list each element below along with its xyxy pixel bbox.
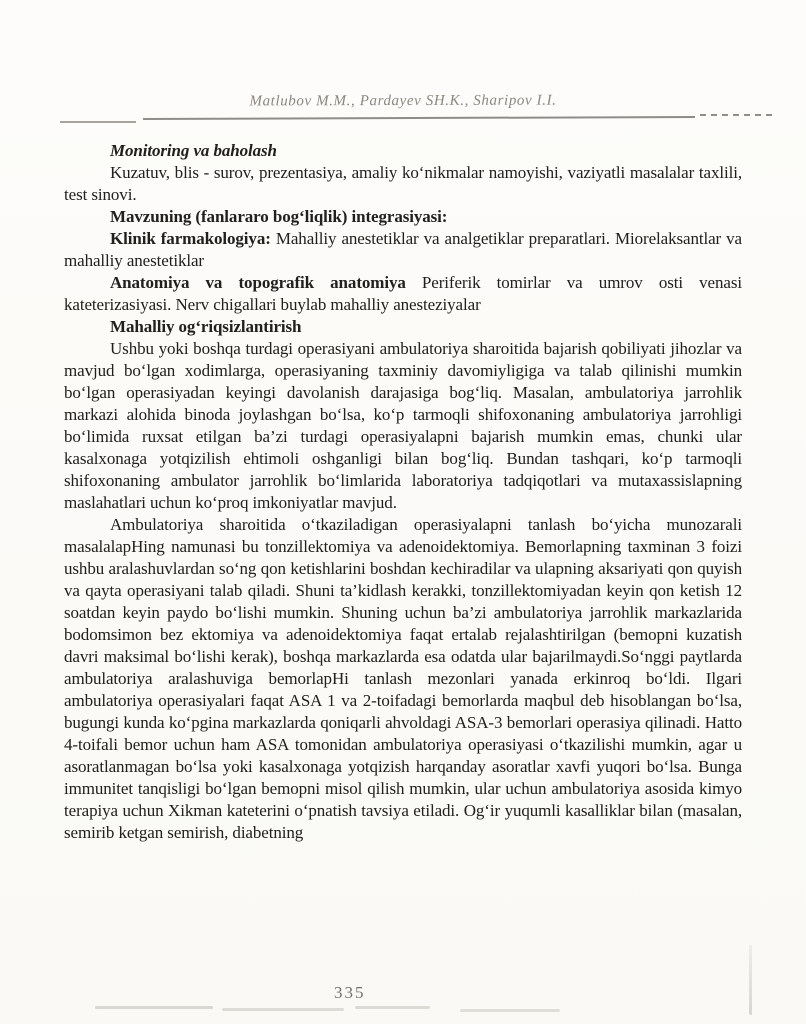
header-rule — [143, 116, 695, 120]
paragraph — [64, 228, 742, 272]
paragraph — [64, 140, 742, 162]
text-run: Mavzuning (fanlararo bog‘liqlik) integrasiyasi: — [110, 207, 448, 226]
text-run: Ambulatoriya sharoitida o‘tkaziladigan operasiyalapni tanlash bo‘yicha munozarali masalalapHing namunasi bu tonzillektomiya va adenoidektomiya. Bemorlapning taxminan 3 foizi ushbu aralashuvlardan so‘ng qon ketishlarini boshdan kechiradilar va ulapning aksariyati qon quyish va qayta operasiyani talab qiladi. Shuni ta’kidlash kerakki, tonzillektomiyadan keyin qon ketish 12 soatdan keyin paydo bo‘lishi mumkin. Shuning uchun ba’zi ambulatoriya jarrohlik markazlarida bodomsimon bez ektomiya va adenoidektomiya faqat ertalab rejalashtirilgan (bemopni kuzatish davri maksimal bo‘lishi kerak), boshqa markazlarda esa odatda ular bajarilmaydi.So‘nggi paytlarda ambulatoriya aralashuviga bemorlapHi tanlash mezonlari yanada erkinroq bo‘ldi. Ilgari ambulatoriya operasiyalari faqat ASA 1 va 2-toifadagi bemorlarda maqbul deb hisoblangan bo‘lsa, bugungi kunda ko‘pgina markazlarda qoniqarli ahvoldagi ASA-3 bemorlari operasiya qilinadi. Hatto 4-toifali bemor uchun ham ASA tomonidan ambulatoriya operasiyasi o‘tkazilishi mumkin, agar u asoratlanmagan bo‘lsa yoki kasalxonaga yotqizish harqanday asoratlar xavfi yuqori bo‘lsa. Bunga immunitet tanqisligi bo‘lgan bemopni misol qilish mumkin, ular uchun ambulatoriya asosida kimyo terapiya uchun Xikman kateterini o‘pnatish tavsiya etiladi. Og‘ir yuqumli kasalliklar bilan (masalan, semirib ketgan semirish, diabetning — [64, 515, 742, 842]
scan-artifact — [222, 1008, 344, 1011]
paragraph — [64, 272, 742, 316]
paragraph — [64, 316, 742, 338]
text-run: Ushbu yoki boshqa turdagi operasiyani ambulatoriya sharoitida bajarish qobiliyati jihozlar va mavjud bo‘lgan xodimlarga, operasiyaning taxminiy davomiyligiga va talab qilinishi mumkin bo‘lgan operasiyadan keyingi davolanish darajasiga bog‘liq. Masalan, ambulatoriya jarrohlik markazi alohida binoda joylashgan bo‘lsa, ko‘p tarmoqli shifoxonaning ambulatoriya jarrohligi bo‘limida ruxsat etilgan ba’zi turdagi operasiyalapni bajarish mumkin emas, chunki ular kasalxonaga yotqizilish ehtimoli oshganligi bilan bog‘liq. Bundan tashqari, ko‘p tarmoqli shifoxonaning ambulator jarrohlik bo‘limlarida laboratoriya tadqiqotlari va mutaxassislapning maslahatlari uchun ko‘proq imkoniyatlar mavjud. — [64, 339, 742, 512]
text-run: Monitoring va baholash — [110, 141, 277, 160]
scan-artifact — [355, 1006, 430, 1009]
page-body — [64, 140, 742, 844]
page-number: 335 — [334, 983, 366, 1002]
text-run: Klinik farmakologiya: — [110, 229, 271, 248]
paragraph — [64, 162, 742, 206]
text-run: Mahalliy anestetiklar va analgetiklar preparatlari. Miorelaksantlar va mahalliy anestetiklar — [64, 229, 742, 270]
text-run: Mahalliy og‘riqsizlantirish — [110, 317, 302, 336]
paragraph — [64, 514, 742, 844]
text-run: Anatomiya va topografik anatomiya — [110, 273, 406, 292]
paragraph — [64, 338, 742, 514]
scan-artifact — [95, 1006, 213, 1009]
text-run: Periferik tomirlar va umrov osti venasi kateterizasiyasi. Nerv chigallari buylab mahalliy anesteziyalar — [64, 273, 742, 314]
running-header: Matlubov M.M., Pardayev SH.K., Sharipov I.I. — [249, 92, 557, 110]
header-rule-left-segment — [60, 121, 136, 123]
header-rule-right-dashes — [700, 114, 772, 116]
paragraph — [64, 206, 742, 228]
scan-artifact — [460, 1009, 560, 1012]
text-run: Kuzatuv, blis - surov, prezentasiya, amaliy ko‘nikmalar namoyishi, vaziyatli masalalar taxlili, test sinovi. — [64, 163, 742, 204]
scan-artifact — [749, 945, 752, 1015]
